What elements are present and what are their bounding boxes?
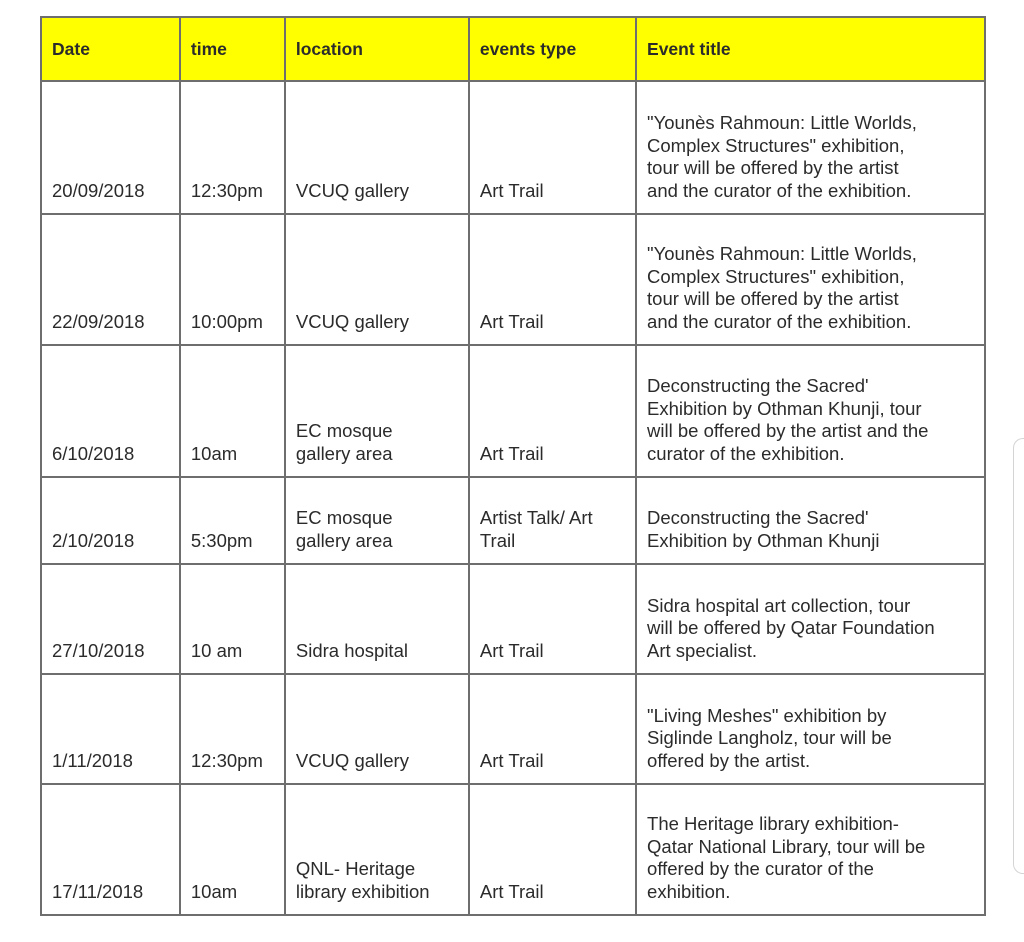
cell-location: VCUQ gallery — [285, 674, 469, 784]
cell-date: 6/10/2018 — [41, 345, 180, 477]
cell-event-title: Deconstructing the Sacred' Exhibition by Othman Khunji, tour will be offered by the artist and the curator of the exhibition. — [636, 345, 985, 477]
header-location: location — [285, 17, 469, 81]
table-row — [41, 674, 985, 784]
header-time: time — [180, 17, 285, 81]
cell-date: 22/09/2018 — [41, 214, 180, 345]
cell-location: QNL- Heritage library exhibition — [285, 784, 469, 915]
header-event-title: Event title — [636, 17, 985, 81]
cell-time: 10 am — [180, 564, 285, 674]
cell-event-title: "Younès Rahmoun: Little Worlds, Complex Structures" exhibition, tour will be offered by the artist and the curator of the exhibition. — [636, 81, 985, 214]
events-table — [40, 16, 986, 916]
cell-event-title: "Living Meshes" exhibition by Siglinde Langholz, tour will be offered by the artist. — [636, 674, 985, 784]
cell-events-type: Art Trail — [469, 345, 636, 477]
table-row — [41, 81, 985, 214]
cell-events-type: Artist Talk/ Art Trail — [469, 477, 636, 564]
cell-events-type: Art Trail — [469, 214, 636, 345]
cell-time: 5:30pm — [180, 477, 285, 564]
cell-date: 1/11/2018 — [41, 674, 180, 784]
cell-event-title: Sidra hospital art collection, tour will be offered by Qatar Foundation Art specialist. — [636, 564, 985, 674]
cell-time: 10:00pm — [180, 214, 285, 345]
cell-location: EC mosque gallery area — [285, 477, 469, 564]
table-row — [41, 214, 985, 345]
cell-time: 12:30pm — [180, 674, 285, 784]
cell-date: 20/09/2018 — [41, 81, 180, 214]
cell-event-title: The Heritage library exhibition- Qatar National Library, tour will be offered by the curator of the exhibition. — [636, 784, 985, 915]
cell-events-type: Art Trail — [469, 81, 636, 214]
cell-time: 10am — [180, 784, 285, 915]
header-events-type: events type — [469, 17, 636, 81]
cell-location: VCUQ gallery — [285, 81, 469, 214]
side-panel-handle[interactable] — [1013, 438, 1024, 874]
cell-time: 12:30pm — [180, 81, 285, 214]
cell-date: 17/11/2018 — [41, 784, 180, 915]
cell-event-title: "Younès Rahmoun: Little Worlds, Complex Structures" exhibition, tour will be offered by the artist and the curator of the exhibition. — [636, 214, 985, 345]
header-row — [41, 17, 985, 81]
cell-location: EC mosque gallery area — [285, 345, 469, 477]
table-row — [41, 564, 985, 674]
cell-location: VCUQ gallery — [285, 214, 469, 345]
cell-location: Sidra hospital — [285, 564, 469, 674]
cell-events-type: Art Trail — [469, 564, 636, 674]
cell-time: 10am — [180, 345, 285, 477]
header-date: Date — [41, 17, 180, 81]
cell-date: 2/10/2018 — [41, 477, 180, 564]
table-row — [41, 784, 985, 915]
table-row — [41, 477, 985, 564]
cell-event-title: Deconstructing the Sacred' Exhibition by Othman Khunji — [636, 477, 985, 564]
cell-events-type: Art Trail — [469, 784, 636, 915]
cell-events-type: Art Trail — [469, 674, 636, 784]
cell-date: 27/10/2018 — [41, 564, 180, 674]
table-row — [41, 345, 985, 477]
